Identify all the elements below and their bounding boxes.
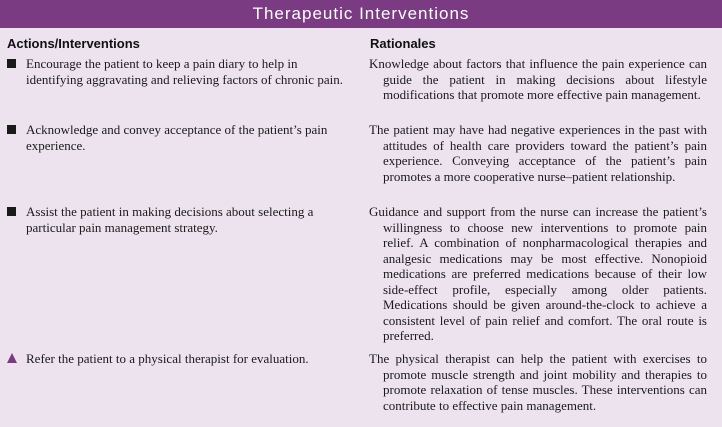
action-text: Acknowledge and convey acceptance of the patient’s pain experience. (26, 122, 328, 153)
rationale-text: The patient may have had negative experiences in the past with attitudes of health care providers toward the patient’s pain experience. Conveying acceptance of the patient’s pain promotes a more cooperative nurse–patient relationship. (369, 122, 707, 184)
table-row-action (7, 122, 347, 153)
rationales-column-header: Rationales (370, 36, 436, 51)
table-row-rationale (369, 204, 707, 344)
rationale-text: Guidance and support from the nurse can increase the patient’s willingness to choose new interventions to promote pain relief. A combination of nonpharmacological therapies and analgesic medications may be most effective. Nonopioid medications are preferred medications because of their low side-effect profile, especially among older patients. Medications should be given around-the-clock to achieve a consistent level of pain relief and comfort. The oral route is preferred. (369, 204, 707, 343)
table-title: Therapeutic Interventions (0, 0, 722, 28)
table-row-rationale (369, 351, 707, 413)
square-bullet-icon (7, 207, 16, 216)
table-row-action (7, 351, 347, 367)
rationale-text: The physical therapist can help the patient with exercises to promote muscle strength and joint mobility and therapies to promote relaxation of tense muscles. These interventions can contribute to effective pain management. (369, 351, 707, 413)
triangle-bullet-icon (7, 353, 17, 363)
actions-column-header: Actions/Interventions (7, 36, 140, 51)
square-bullet-icon (7, 125, 16, 134)
rationale-text: Knowledge about factors that influence the pain experience can guide the patient in making decisions about lifestyle modifications that promote more effective pain management. (369, 56, 707, 102)
table-row-action (7, 56, 347, 87)
action-text: Assist the patient in making decisions about selecting a particular pain management strategy. (26, 204, 314, 235)
table-row-action (7, 204, 347, 235)
action-text: Encourage the patient to keep a pain diary to help in identifying aggravating and relieving factors of chronic pain. (26, 56, 343, 87)
table-row-rationale (369, 122, 707, 184)
square-bullet-icon (7, 59, 16, 68)
table-row-rationale (369, 56, 707, 103)
action-text: Refer the patient to a physical therapist for evaluation. (26, 351, 309, 366)
